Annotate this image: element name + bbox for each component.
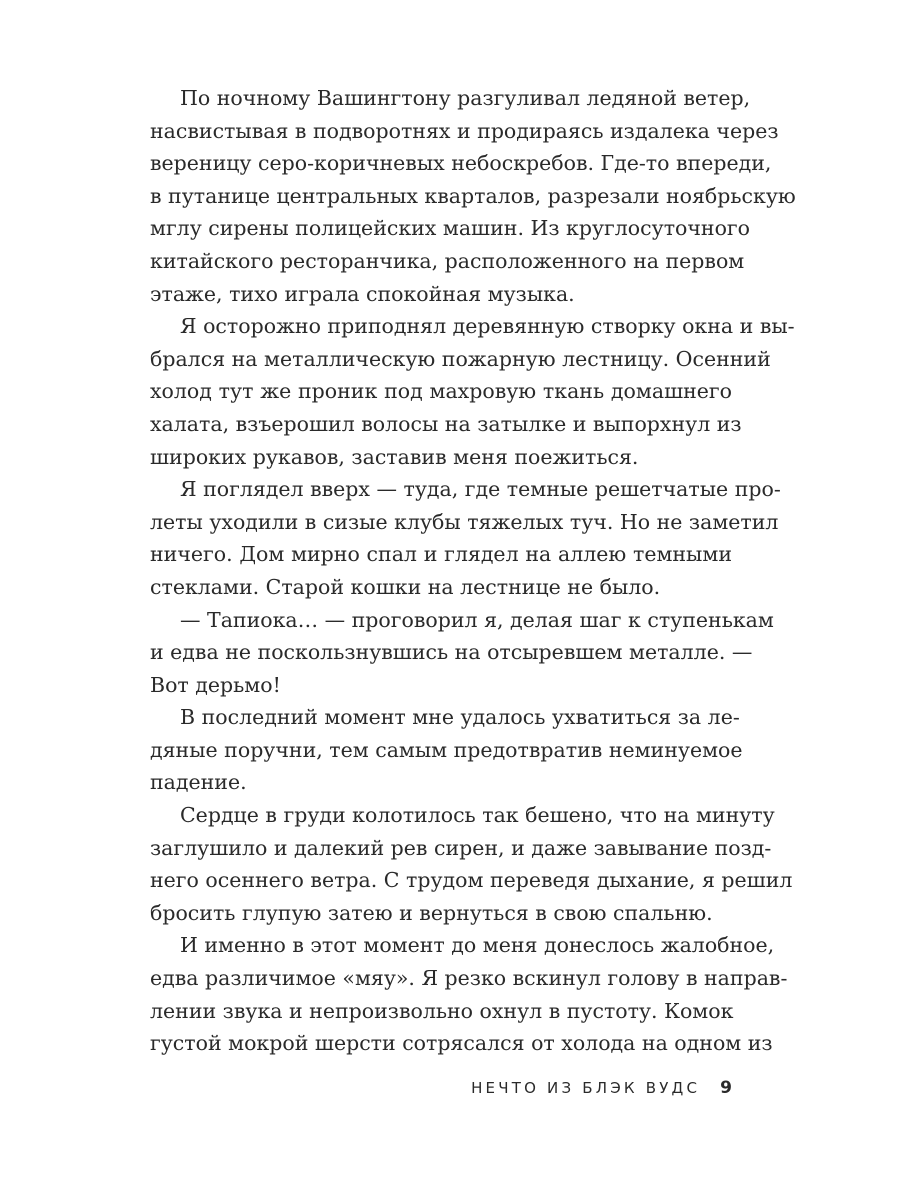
text-line: насвистывая в подворотнях и продираясь издалека через (150, 118, 779, 143)
running-title: НЕЧТО ИЗ БЛЭК ВУДС (471, 1079, 701, 1097)
text-line: заглушило и далекий рев сирен, и даже завывание позд- (150, 835, 772, 860)
text-line: По ночному Вашингтону разгуливал ледяной ветер, (180, 86, 751, 110)
text-line: густой мокрой шерсти сотрясался от холода на одном из (150, 1031, 773, 1056)
text-line: — Тапиока… — проговорил я, делая шаг к ступенькам (180, 607, 774, 632)
page-footer (471, 1078, 732, 1098)
text-line: халата, взъерошил волосы на затылке и выпорхнул из (150, 411, 742, 436)
text-line: И именно в этот момент до меня донеслось жалобное, (180, 933, 775, 958)
text-line: него осеннего ветра. С трудом переведя дыхание, я решил (150, 868, 793, 893)
text-line: стеклами. Старой кошки на лестнице не было. (150, 574, 661, 599)
page-number: 9 (720, 1078, 732, 1098)
text-line: и едва не поскользнувшись на отсыревшем металле. — (150, 640, 753, 665)
text-line: В последний момент мне удалось ухватиться за ле- (180, 705, 740, 730)
text-line: холод тут же проник под махровую ткань домашнего (150, 379, 732, 404)
text-line: в путанице центральных кварталов, разрезали ноябрьскую (150, 183, 796, 208)
text-line: леты уходили в сизые клубы тяжелых туч. Но не заметил (150, 509, 779, 534)
text-line: падение. (150, 770, 247, 795)
text-line: Сердце в груди колотилось так бешено, что на минуту (180, 803, 775, 828)
text-line: китайского ресторанчика, расположенного на первом (150, 248, 745, 273)
text-line: едва различимое «мяу». Я резко вскинул голову в направ- (150, 966, 788, 991)
text-line: этаже, тихо играла спокойная музыка. (150, 281, 575, 306)
text-line: Вот дерьмо! (150, 672, 281, 697)
text-line: широких рукавов, заставив меня поежиться. (150, 444, 639, 469)
text-line: брался на металлическую пожарную лестницу. Осенний (150, 346, 771, 371)
text-line: лении звука и непроизвольно охнул в пустоту. Комок (150, 998, 734, 1023)
text-line: Я осторожно приподнял деревянную створку окна и вы- (180, 314, 795, 339)
text-line: вереницу серо-коричневых небоскребов. Где-то впереди, (150, 151, 772, 176)
text-line: бросить глупую затею и вернуться в свою спальню. (150, 900, 713, 925)
book-page-text (150, 82, 796, 1060)
text-line: ничего. Дом мирно спал и глядел на аллею темными (150, 542, 732, 567)
text-line: Я поглядел вверх — туда, где темные решетчатые про- (180, 477, 781, 502)
text-line: дяные поручни, тем самым предотвратив неминуемое (150, 737, 743, 762)
text-line: мглу сирены полицейских машин. Из круглосуточного (150, 216, 751, 241)
